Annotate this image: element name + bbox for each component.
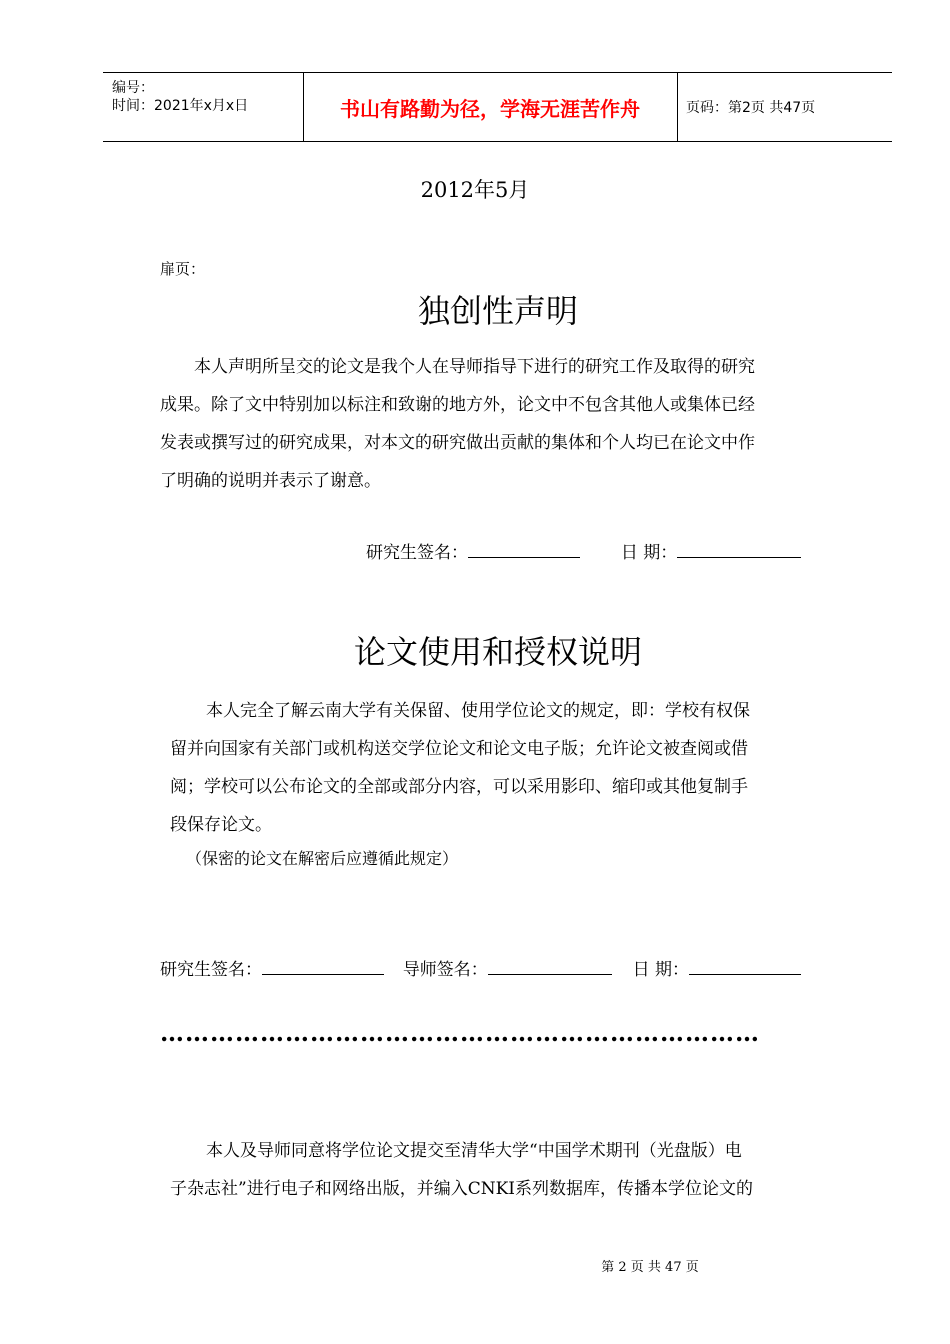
publication-line: 本人及导师同意将学位论文提交至清华大学“中国学术期刊（光盘版）电: [206, 1141, 742, 1161]
confidential-note: （保密的论文在解密后应遵循此规定）: [186, 849, 459, 868]
originality-title: 独创性声明: [417, 292, 578, 330]
advisor-signature-label: 导师签名：: [402, 960, 488, 980]
date-label: 日 期：: [620, 543, 678, 563]
header-page-info: 页码：第2页 共47页: [686, 100, 816, 116]
originality-line: 成果。除了文中特别加以标注和致谢的地方外，论文中不包含其他人或集体已经: [160, 395, 755, 415]
student-signature-label: 研究生签名：: [160, 960, 262, 980]
flyleaf-label: 扉页：: [160, 260, 206, 278]
authorization-line: 留并向国家有关部门或机构送交学位论文和论文电子版；允许论文被查阅或借: [170, 739, 748, 759]
publication-line: 子杂志社”进行电子和网络出版，并编入CNKI系列数据库，传播本学位论文的: [170, 1179, 753, 1199]
date-line: 2012年5月: [420, 178, 530, 202]
header-time-label: 时间：2021年x月x日: [112, 98, 249, 114]
page-footer: 第 2 页 共 47 页: [601, 1260, 699, 1275]
authorization-line: 段保存论文。: [170, 815, 272, 835]
student-signature-line[interactable]: [262, 960, 384, 975]
date-line-blank[interactable]: [689, 960, 801, 975]
authorization-signature-row: [160, 955, 801, 980]
authorization-line: 本人完全了解云南大学有关保留、使用学位论文的规定，即：学校有权保: [206, 701, 750, 721]
publication-statement: [170, 1132, 753, 1208]
student-signature-line[interactable]: [468, 543, 580, 558]
authorization-statement: [170, 692, 750, 844]
authorization-title: 论文使用和授权说明: [353, 633, 642, 671]
header-number-label: 编号：: [112, 80, 154, 96]
originality-signature-row: [366, 538, 801, 563]
header-meta-cell: [103, 73, 304, 141]
page-header: [103, 72, 892, 142]
originality-line: 本人声明所呈交的论文是我个人在导师指导下进行的研究工作及取得的研究: [194, 357, 755, 377]
date-label: 日 期：: [632, 960, 690, 980]
header-motto: 书山有路勤为径，学海无涯苦作舟: [303, 73, 678, 141]
student-signature-label: 研究生签名：: [366, 543, 468, 563]
originality-line: 发表或撰写过的研究成果，对本文的研究做出贡献的集体和个人均已在论文中作: [160, 433, 755, 453]
authorization-line: 阅；学校可以公布论文的全部或部分内容，可以采用影印、缩印或其他复制手: [170, 777, 748, 797]
originality-statement: [160, 348, 755, 500]
originality-line: 了明确的说明并表示了谢意。: [160, 471, 381, 491]
advisor-signature-line[interactable]: [488, 960, 612, 975]
dotted-separator: ………………………………………………………………: [160, 1018, 760, 1047]
date-line-blank[interactable]: [677, 543, 801, 558]
